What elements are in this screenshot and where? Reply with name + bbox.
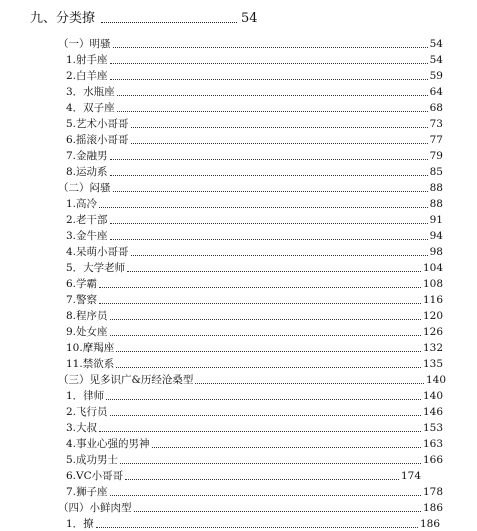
toc-entry[interactable] bbox=[66, 148, 443, 163]
leader-dots bbox=[110, 174, 428, 176]
leader-dots bbox=[110, 78, 428, 80]
entry-label: （四）小鲜肉型 bbox=[58, 502, 132, 514]
leader-dots bbox=[116, 350, 421, 352]
entry-label: 7.金融男 bbox=[66, 150, 108, 162]
entry-page-number: 146 bbox=[422, 406, 443, 418]
entry-page-number: 186 bbox=[419, 518, 440, 530]
entry-label: 11.禁欲系 bbox=[66, 358, 115, 370]
entry-label: 8.程序员 bbox=[66, 310, 108, 322]
entry-label: 6.VC小哥哥 bbox=[66, 470, 124, 482]
entry-page-number: 85 bbox=[429, 166, 443, 178]
toc-entry[interactable] bbox=[66, 84, 443, 99]
entry-label: （三）见多识广&历经沧桑型 bbox=[58, 374, 194, 386]
toc-entry[interactable] bbox=[66, 164, 443, 179]
leader-dots bbox=[117, 110, 428, 112]
leader-dots bbox=[125, 478, 399, 480]
entry-page-number: 153 bbox=[422, 422, 443, 434]
entry-page-number: 116 bbox=[422, 294, 443, 306]
entry-page-number: 174 bbox=[400, 470, 421, 482]
leader-dots bbox=[110, 494, 421, 496]
toc-entry[interactable] bbox=[66, 452, 443, 467]
entry-label: 3.金牛座 bbox=[66, 230, 108, 242]
entry-label: 5．大学老师 bbox=[66, 262, 126, 274]
leader-dots bbox=[113, 190, 428, 192]
leader-dots bbox=[195, 382, 424, 384]
toc-entry[interactable] bbox=[66, 420, 443, 435]
leader-dots bbox=[110, 318, 421, 320]
toc-entry[interactable] bbox=[66, 260, 443, 275]
entry-label: 1.高冷 bbox=[66, 198, 98, 210]
toc-entry[interactable] bbox=[66, 244, 443, 259]
entry-page-number: 91 bbox=[429, 214, 443, 226]
toc-entry[interactable] bbox=[66, 308, 443, 323]
toc-entry[interactable] bbox=[66, 292, 443, 307]
entry-label: 3．水瓶座 bbox=[66, 86, 115, 98]
leader-dots bbox=[101, 21, 237, 23]
entry-page-number: 140 bbox=[425, 374, 446, 386]
entry-page-number: 59 bbox=[429, 70, 443, 82]
leader-dots bbox=[99, 206, 428, 208]
chapter-title: 九、分类撩 bbox=[30, 11, 96, 26]
entry-page-number: 135 bbox=[422, 358, 443, 370]
toc-entry[interactable] bbox=[66, 212, 443, 227]
leader-dots bbox=[134, 510, 421, 512]
entry-label: 4．双子座 bbox=[66, 102, 115, 114]
entry-page-number: 73 bbox=[429, 118, 443, 130]
leader-dots bbox=[99, 286, 421, 288]
entry-label: 4.事业心强的男神 bbox=[66, 438, 150, 450]
entry-label: 9.处女座 bbox=[66, 326, 108, 338]
leader-dots bbox=[110, 158, 428, 160]
entry-label: 10.摩羯座 bbox=[66, 342, 115, 354]
entry-page-number: 98 bbox=[429, 246, 443, 258]
toc-entry[interactable] bbox=[66, 388, 443, 403]
leader-dots bbox=[131, 142, 428, 144]
leader-dots bbox=[117, 94, 428, 96]
leader-dots bbox=[113, 46, 428, 48]
entry-page-number: 64 bbox=[429, 86, 443, 98]
entry-label: 8.运动系 bbox=[66, 166, 108, 178]
entry-page-number: 108 bbox=[422, 278, 443, 290]
toc-entry[interactable] bbox=[66, 276, 443, 291]
toc-entry[interactable] bbox=[66, 52, 443, 67]
toc-entry[interactable] bbox=[66, 404, 443, 419]
chapter-page: 54 bbox=[241, 11, 258, 26]
toc-entry[interactable] bbox=[66, 100, 443, 115]
entry-page-number: 186 bbox=[422, 502, 443, 514]
toc-section-entry[interactable] bbox=[58, 180, 443, 195]
entry-label: （一）明骚 bbox=[58, 38, 111, 50]
leader-dots bbox=[106, 398, 421, 400]
leader-dots bbox=[110, 62, 428, 64]
leader-dots bbox=[99, 430, 421, 432]
leader-dots bbox=[127, 270, 421, 272]
toc-entry[interactable] bbox=[66, 484, 443, 499]
toc-entry[interactable] bbox=[66, 436, 443, 451]
leader-dots bbox=[110, 334, 421, 336]
entry-label: 2.白羊座 bbox=[66, 70, 108, 82]
entry-label: 5.成功男士 bbox=[66, 454, 119, 466]
entry-page-number: 132 bbox=[422, 342, 443, 354]
entry-label: 2.老干部 bbox=[66, 214, 108, 226]
toc-entry[interactable] bbox=[66, 356, 443, 371]
toc-entry[interactable] bbox=[66, 468, 421, 483]
entry-page-number: 88 bbox=[429, 198, 443, 210]
toc-entry[interactable] bbox=[66, 132, 443, 147]
entry-label: 2.飞行员 bbox=[66, 406, 108, 418]
entry-page-number: 68 bbox=[429, 102, 443, 114]
entry-label: 6.学霸 bbox=[66, 278, 98, 290]
entry-page-number: 104 bbox=[422, 262, 443, 274]
leader-dots bbox=[131, 126, 428, 128]
entry-label: 1．律师 bbox=[66, 390, 105, 402]
entry-page-number: 77 bbox=[429, 134, 443, 146]
entry-label: （二）闷骚 bbox=[58, 182, 111, 194]
toc-entry[interactable] bbox=[66, 228, 443, 243]
entry-label: 4.呆萌小哥哥 bbox=[66, 246, 129, 258]
entry-page-number: 88 bbox=[429, 182, 443, 194]
toc-entry[interactable] bbox=[66, 116, 443, 131]
toc-section-entry[interactable] bbox=[58, 36, 443, 51]
entry-label: 1．撩 bbox=[66, 518, 94, 530]
leader-dots bbox=[131, 254, 428, 256]
toc-entry[interactable] bbox=[66, 68, 443, 83]
entry-page-number: 54 bbox=[429, 38, 443, 50]
entry-page-number: 126 bbox=[422, 326, 443, 338]
toc-chapter-heading bbox=[30, 8, 290, 26]
entry-page-number: 178 bbox=[422, 486, 443, 498]
entry-page-number: 120 bbox=[422, 310, 443, 322]
leader-dots bbox=[96, 526, 418, 528]
toc-entry[interactable] bbox=[66, 324, 443, 339]
entry-page-number: 140 bbox=[422, 390, 443, 402]
entry-page-number: 54 bbox=[429, 54, 443, 66]
entry-page-number: 79 bbox=[429, 150, 443, 162]
toc-entry[interactable] bbox=[66, 196, 443, 211]
entry-label: 5.艺术小哥哥 bbox=[66, 118, 129, 130]
leader-dots bbox=[110, 414, 421, 416]
toc-section-entry[interactable] bbox=[58, 372, 446, 387]
leader-dots bbox=[152, 446, 421, 448]
entry-label: 7.狮子座 bbox=[66, 486, 108, 498]
entry-label: 1.射手座 bbox=[66, 54, 108, 66]
entry-page-number: 163 bbox=[422, 438, 443, 450]
leader-dots bbox=[99, 302, 421, 304]
entry-label: 3.大叔 bbox=[66, 422, 98, 434]
entry-label: 7.警察 bbox=[66, 294, 98, 306]
entry-page-number: 166 bbox=[422, 454, 443, 466]
leader-dots bbox=[120, 462, 421, 464]
entry-label: 6.摇滚小哥哥 bbox=[66, 134, 129, 146]
toc-entry[interactable] bbox=[66, 340, 443, 355]
leader-dots bbox=[110, 238, 428, 240]
leader-dots bbox=[110, 222, 428, 224]
leader-dots bbox=[116, 366, 421, 368]
toc-section-entry[interactable] bbox=[58, 500, 443, 515]
entry-page-number: 94 bbox=[429, 230, 443, 242]
